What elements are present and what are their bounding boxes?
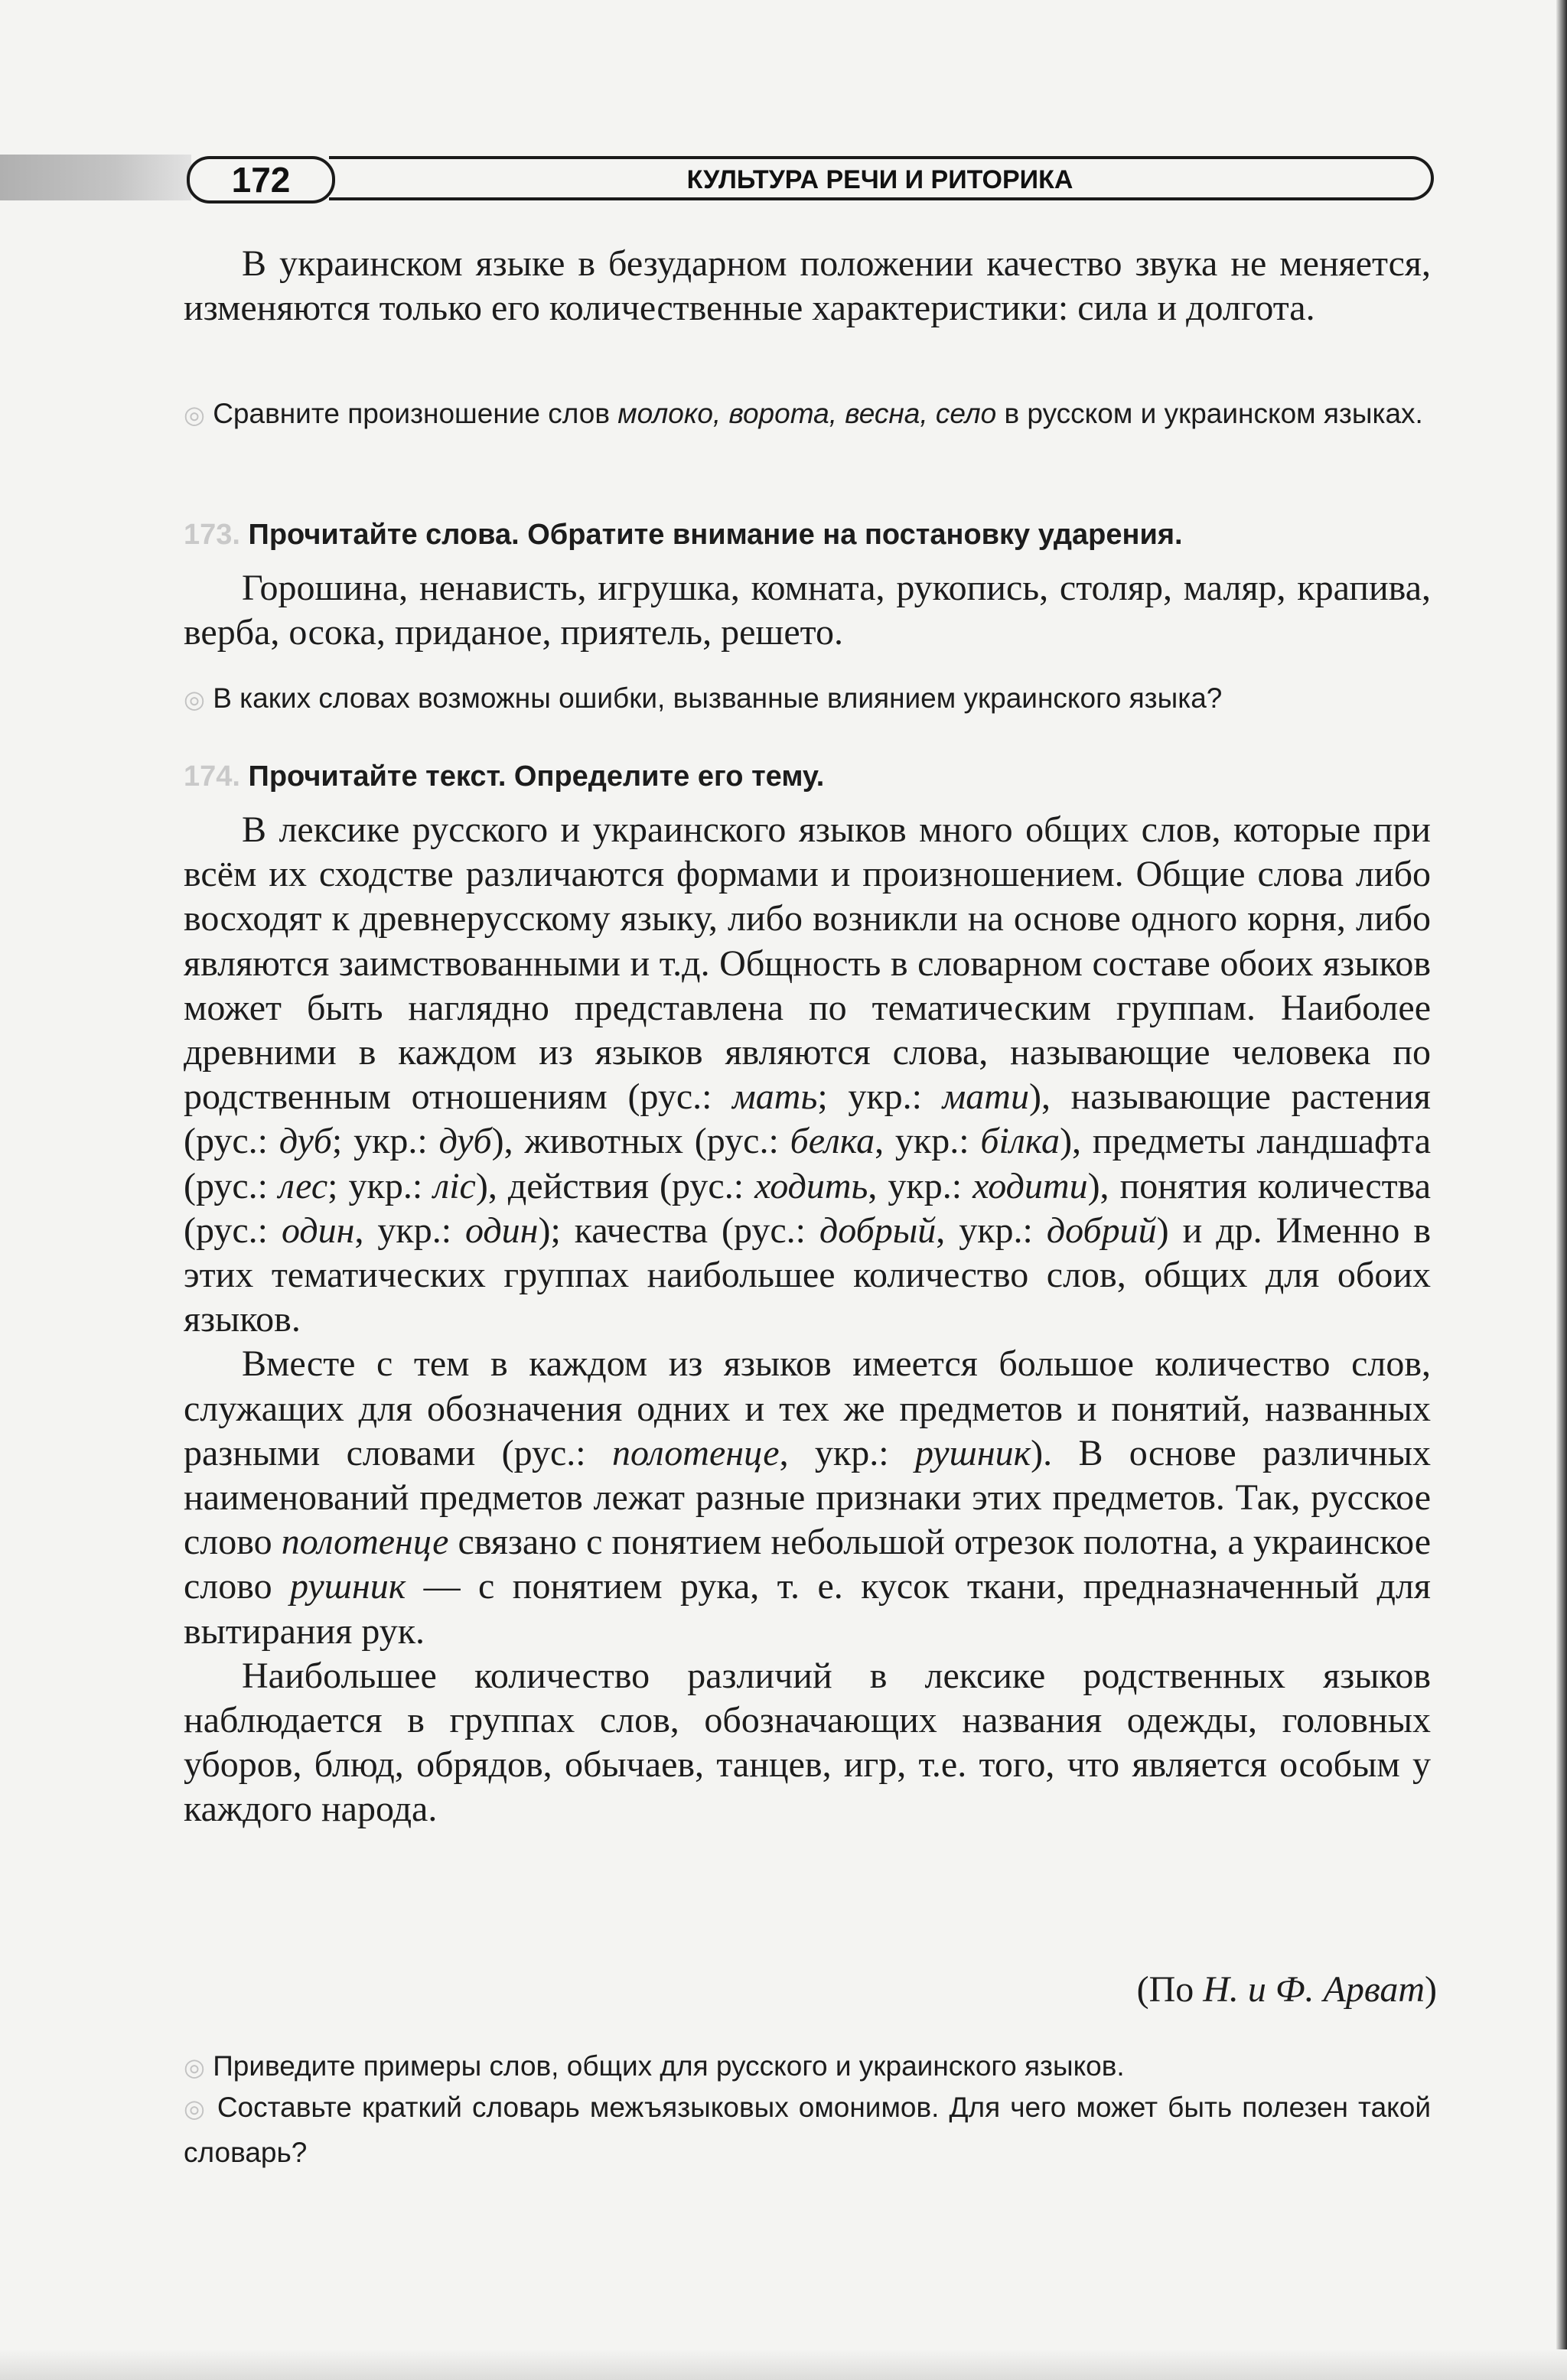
task-173-heading [184, 513, 1454, 557]
text-paragraph-2: Вместе с тем в каждом из языков имеется большое количество слов, служащих для обозначения одних и тех же предметов и понятий, названных разными словами (рус.: полотенце, укр.: рушник). В основе различных наименований предметов лежат разные признаки этих предметов. Так, русское слово полотенце связано с понятием небольшой отрезок полотна, а украинское слово рушник — с понятием рука, т. е. кусок ткани, предназначенный для вытирания рук. [184, 1343, 1432, 1652]
attribution-open: (По [1136, 1969, 1204, 2010]
question-text: Приведите примеры слов, общих для русского и украинского языков. [213, 2050, 1125, 2082]
running-header [0, 150, 1438, 205]
attribution-close: ) [1425, 1969, 1437, 2010]
page-number: 172 [187, 156, 335, 203]
task-174-text [184, 808, 1431, 1832]
intro-paragraph-text: В украинском языке в безударном положении качество звука не меняется, изменяются только его количественные характеристики: сила и долгота. [184, 243, 1431, 329]
question-words: молоко, ворота, весна, село [617, 398, 997, 429]
task-173-question [184, 676, 1431, 721]
page-bottom-shadow [0, 2349, 1567, 2380]
page-edge-shadow [1556, 0, 1567, 2380]
question-marker-icon: ◎ [184, 685, 205, 713]
question-text-end: в русском и украинском языках. [996, 398, 1423, 429]
task-number: 173. [184, 519, 240, 551]
task-174-heading [184, 754, 1454, 799]
question-compare [184, 392, 1431, 437]
task-number: 174. [184, 760, 240, 793]
question-marker-icon: ◎ [184, 2053, 205, 2081]
task-instruction: Прочитайте слова. Обратите внимание на постановку ударения. [248, 519, 1183, 551]
question-text: Составьте краткий словарь межъязыковых омонимов. Для чего может быть полезен такой словарь? [184, 2092, 1432, 2168]
attribution-authors: Н. и Ф. Арват [1203, 1969, 1425, 2010]
question-text: В каких словах возможны ошибки, вызванные влиянием украинского языка? [213, 682, 1223, 714]
task-173-words [184, 566, 1431, 655]
header-gray-strip [0, 155, 191, 200]
intro-paragraph [184, 242, 1431, 330]
text-paragraph-1: В лексике русского и украинского языков много общих слов, которые при всём их сходстве различаются формами и произношением. Общие слова либо восходят к древнерусскому языку, либо возникли на основе одного корня, либо являются заимствованными и т.д. Общность в словарном составе обоих языков может быть наглядно представлена по тематическим группам. Наиболее древними в каждом из языков являются слова, называющие человека по родственным отношениям (рус.: мать; укр.: мати), называющие растения (рус.: дуб; укр.: дуб), животных (рус.: белка, укр.: білка), предметы ландшафта (рус.: лес; укр.: ліс), действия (рус.: ходить, укр.: ходити), понятия количества (рус.: один, укр.: один); качества (рус.: добрый, укр.: добрий) и др. Именно в этих тематических группах наибольшее количество слов, общих для обоих языков. [184, 809, 1432, 1340]
question-text: Сравните произношение слов [213, 398, 618, 429]
question-marker-icon: ◎ [184, 2095, 207, 2122]
task-instruction: Прочитайте текст. Определите его тему. [248, 760, 825, 793]
question-marker-icon: ◎ [184, 401, 205, 428]
task-174-question-1 [184, 2044, 1431, 2089]
running-title: КУЛЬТУРА РЕЧИ И РИТОРИКА [686, 165, 1073, 194]
text-paragraph-3: Наибольшее количество различий в лексике родственных языков наблюдается в группах слов, обозначающих названия одежды, головных уборов, блюд, обрядов, обычаев, танцев, игр, т.е. того, что является особым у каждого народа. [184, 1655, 1431, 1830]
task-174-question-2 [184, 2085, 1431, 2175]
word-list: Горошина, ненависть, игрушка, комната, рукопись, столяр, маляр, крапива, верба, осока, приданое, приятель, решето. [184, 568, 1431, 653]
text-attribution [825, 1968, 1437, 2012]
